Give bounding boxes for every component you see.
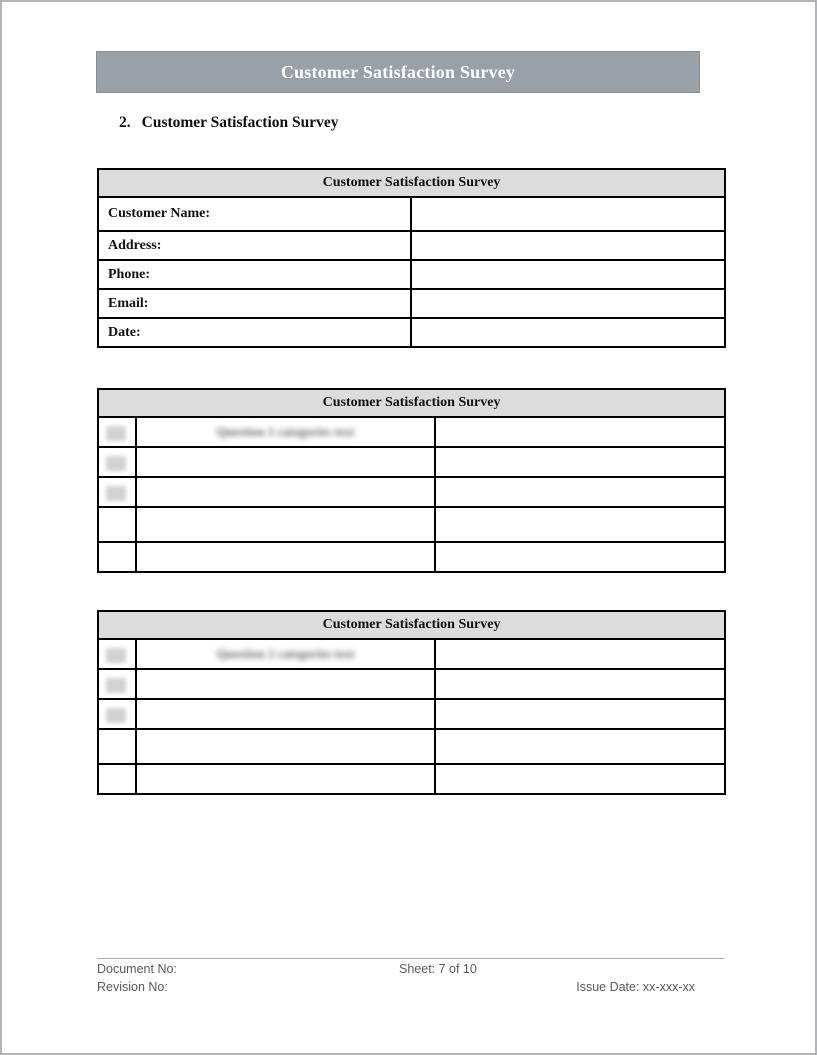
- table-row: [98, 669, 725, 699]
- table-row: [98, 507, 725, 542]
- table-row: [98, 477, 725, 507]
- redacted-marker: [106, 678, 126, 693]
- question-cell: [136, 507, 435, 542]
- answer-cell: [435, 542, 725, 572]
- phone-label: Phone:: [98, 260, 411, 289]
- answer-cell: [435, 764, 725, 794]
- table-row: [98, 639, 725, 669]
- table-row: [98, 729, 725, 764]
- footer-issue-date: Issue Date: xx-xxx-xx: [576, 980, 695, 994]
- document-title: Customer Satisfaction Survey: [280, 61, 516, 82]
- footer-document-no: Document No:: [97, 962, 177, 976]
- email-value-cell: [411, 289, 725, 318]
- footer-divider: [97, 958, 724, 959]
- row-marker-cell: [98, 764, 136, 794]
- section-heading: [119, 114, 339, 132]
- redacted-marker: [106, 456, 126, 471]
- table-title: Customer Satisfaction Survey: [98, 611, 725, 639]
- table-title: Customer Satisfaction Survey: [98, 169, 725, 197]
- table-title: Customer Satisfaction Survey: [98, 389, 725, 417]
- table-row: [98, 318, 725, 347]
- customer-name-label: Customer Name:: [98, 197, 411, 231]
- row-marker-cell: [98, 447, 136, 477]
- row-marker-cell: [98, 639, 136, 669]
- table-row: [98, 417, 725, 447]
- answer-cell: [435, 639, 725, 669]
- table-row: [98, 699, 725, 729]
- table-row: [98, 260, 725, 289]
- table-header-row: [98, 169, 725, 197]
- question-cell: [136, 729, 435, 764]
- customer-info-table: [97, 168, 726, 348]
- answer-cell: [435, 447, 725, 477]
- table-row: [98, 447, 725, 477]
- row-marker-cell: [98, 417, 136, 447]
- question-cell: [136, 669, 435, 699]
- row-marker-cell: [98, 542, 136, 572]
- question-cell: [136, 699, 435, 729]
- row-marker-cell: [98, 477, 136, 507]
- row-marker-cell: [98, 699, 136, 729]
- table-header-row: [98, 611, 725, 639]
- document-title-banner: [96, 51, 700, 93]
- date-value-cell: [411, 318, 725, 347]
- phone-value-cell: [411, 260, 725, 289]
- answer-cell: [435, 729, 725, 764]
- date-label: Date:: [98, 318, 411, 347]
- table-row: [98, 764, 725, 794]
- answer-cell: [435, 507, 725, 542]
- table-row: [98, 197, 725, 231]
- row-marker-cell: [98, 669, 136, 699]
- email-label: Email:: [98, 289, 411, 318]
- row-marker-cell: [98, 507, 136, 542]
- table-row: [98, 542, 725, 572]
- row-marker-cell: [98, 729, 136, 764]
- customer-name-value-cell: [411, 197, 725, 231]
- footer-revision-no: Revision No:: [97, 980, 168, 994]
- question-cell: [136, 764, 435, 794]
- answer-cell: [435, 699, 725, 729]
- address-value-cell: [411, 231, 725, 260]
- table-header-row: [98, 389, 725, 417]
- redacted-marker: [106, 486, 126, 501]
- redacted-marker: [106, 648, 126, 663]
- section-title: Customer Satisfaction Survey: [141, 114, 339, 131]
- address-label: Address:: [98, 231, 411, 260]
- question-cell: [136, 639, 435, 669]
- survey-table-1: [97, 388, 726, 573]
- answer-cell: [435, 669, 725, 699]
- question-cell: [136, 447, 435, 477]
- answer-cell: [435, 417, 725, 447]
- question-cell: [136, 417, 435, 447]
- redacted-marker: [106, 708, 126, 723]
- survey-table-2: [97, 610, 726, 795]
- redacted-question-text: Question 2 categories text: [216, 646, 355, 661]
- question-cell: [136, 542, 435, 572]
- table-row: [98, 289, 725, 318]
- redacted-question-text: Question 1 categories text: [216, 424, 355, 439]
- footer-sheet-number: Sheet: 7 of 10: [399, 962, 477, 976]
- redacted-marker: [106, 426, 126, 441]
- section-number: 2.: [119, 114, 131, 131]
- question-cell: [136, 477, 435, 507]
- answer-cell: [435, 477, 725, 507]
- table-row: [98, 231, 725, 260]
